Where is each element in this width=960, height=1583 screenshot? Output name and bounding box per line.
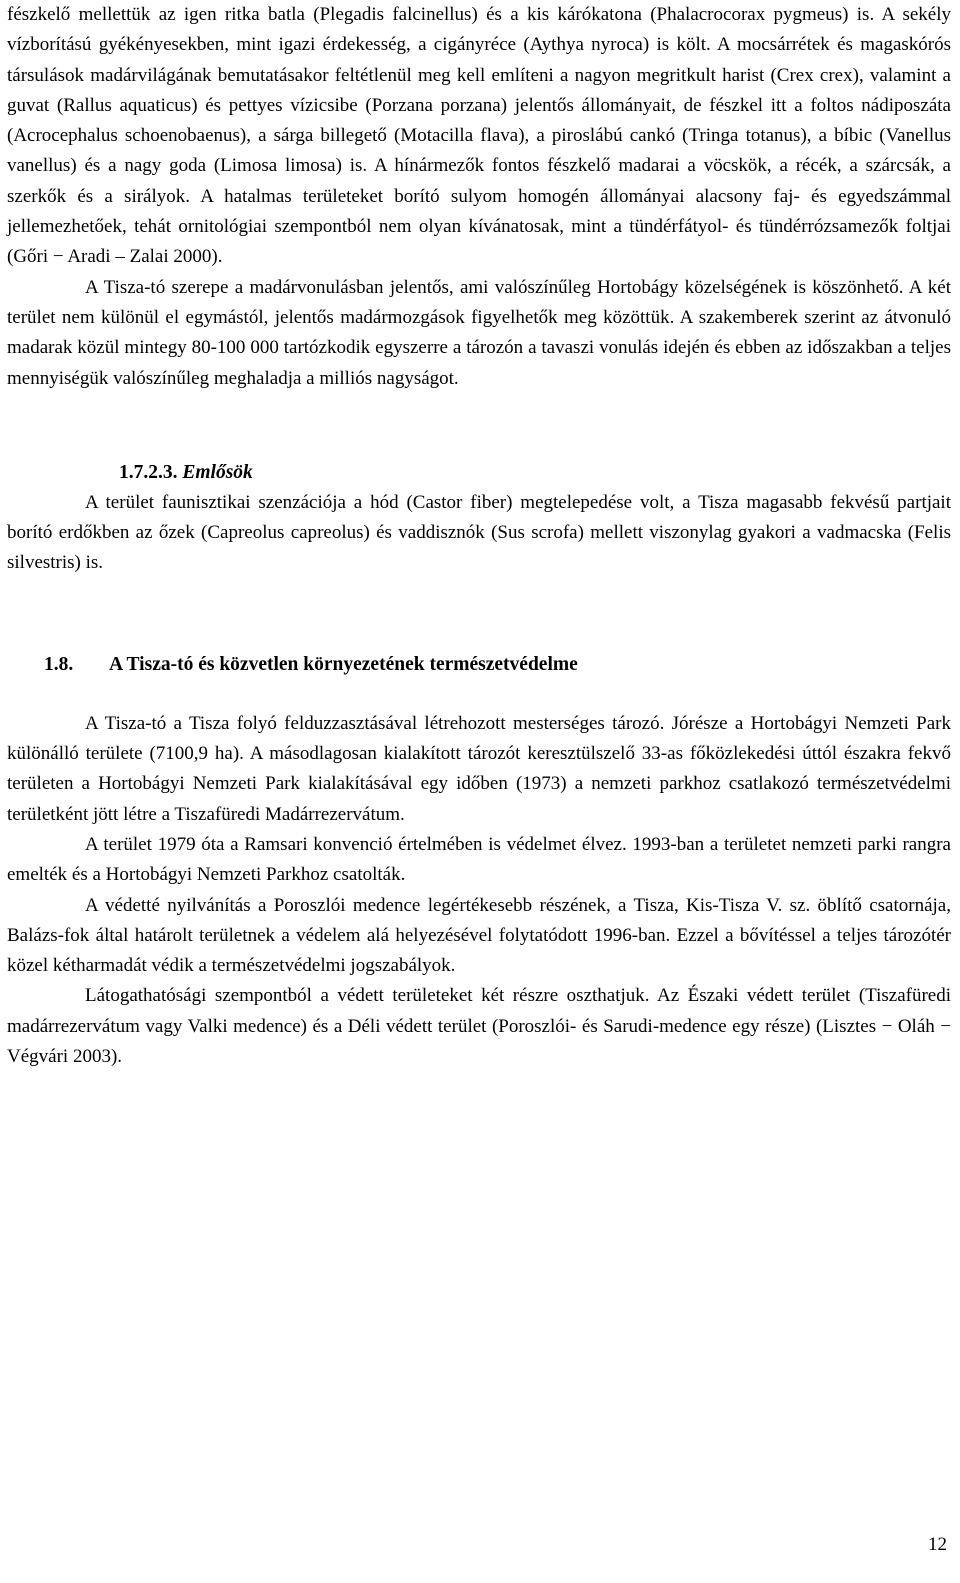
section-number: 1.7.2.3. xyxy=(119,461,178,483)
migration-paragraph: A Tisza-tó szerepe a madárvonulásban jelentős, ami valószínűleg Hortobágy közelségének is köszönhető. A két terület nem különül el egymástól, jelentős madármozgások figyelhetők meg közöttük. A szakemberek szerint az átvonuló madarak közül mintegy 80-100 000 tartózkodik egyszerre a tározón a tavaszi vonulás idején és ebben az időszakban a teljes mennyiségük valószínűleg meghaladja a milliós nagyságot. xyxy=(7,276,951,389)
conservation-paragraph-2: A terület 1979 óta a Ramsari konvenció értelmében is védelmet élvez. 1993-ban a területet nemzeti parki rangra emelték és a Hortobágyi Nemzeti Parkhoz csatolták. xyxy=(7,833,951,886)
spacer xyxy=(7,579,951,650)
spacer xyxy=(7,680,951,709)
conservation-paragraph-3: A védetté nyilvánítás a Poroszlói medence legértékesebb részének, a Tisza, Kis-Tisza V. sz. öblítő csatornája, Balázs-fok által határolt területnek a védelem alá helyezésével folytatódott 1996-ban. Ezzel a bővítéssel a teljes tározótér közel kétharmadát védik a természetvédelmi jogszabályok. xyxy=(7,894,951,977)
section-number: 1.8. xyxy=(44,653,74,675)
conservation-paragraph-1: A Tisza-tó a Tisza folyó felduzzasztásával létrehozott mesterséges tározó. Jórésze a Hortobágyi Nemzeti Park különálló területe (7100,9 ha). A másodlagosan kialakított tározót keresztülszelő 33-as főközlekedési úttól északra fekvő területen a Hortobágyi Nemzeti Park kialakításával egy időben (1973) a nemzeti parkhoz csatlakozó természetvédelmi területként jött létre a Tiszafüredi Madárrezervátum. xyxy=(7,712,951,825)
spacer xyxy=(7,394,951,458)
section-heading-termeszetvedelem xyxy=(7,650,951,680)
section-heading-emlosok xyxy=(7,458,951,488)
mammals-paragraph: A terület faunisztikai szenzációja a hód (Castor fiber) megtelepedése volt, a Tisza magasabb fekvésű partjait borító erdőkben az őzek (Capreolus capreolus) és vaddisznók (Sus scrofa) mellett viszonylag gyakori a vadmacska (Felis silvestris) is. xyxy=(7,491,951,574)
conservation-paragraph-4: Látogathatósági szempontból a védett területeket két részre oszthatjuk. Az Északi védett terület (Tiszafüredi madárrezervátum vagy Valki medence) és a Déli védett terület (Poroszlói- és Sarudi-medence egy része) (Lisztes − Oláh − Végvári 2003). xyxy=(7,985,951,1068)
page-number: 12 xyxy=(928,1534,947,1555)
section-title: A Tisza-tó és közvetlen környezetének természetvédelme xyxy=(109,653,578,675)
section-title: Emlősök xyxy=(182,461,253,483)
continuation-paragraph: fészkelő mellettük az igen ritka batla (Plegadis falcinellus) és a kis kárókatona (Phalacrocorax pygmeus) is. A sekély vízborítású gyékényesekben, mint igazi érdekesség, a cigányréce (Aythya nyroca) is költ. A mocsárrétek és magaskórós társulások madárvilágának bemutatásakor feltétlenül meg kell említeni a nagyon megritkult harist (Crex crex), valamint a guvat (Rallus aquaticus) és pettyes vízicsibe (Porzana porzana) jelentős állományait, de fészkel itt a foltos nádiposzáta (Acrocephalus schoenobaenus), a sárga billegető (Motacilla flava), a piroslábú cankó (Tringa totanus), a bíbic (Vanellus vanellus) és a nagy goda (Limosa limosa) is. A hínármezők fontos fészkelő madarai a vöcskök, a récék, a szárcsák, a szerkők és a sirályok. A hatalmas területeket borító sulyom homogén állományai alacsony faj- és egyedszámmal jellemezhetőek, tehát ornitológiai szempontból nem olyan kívánatosak, mint a tündérfátyol- és tündérrózsamezők foltjai (Gőri − Aradi – Zalai 2000). xyxy=(7,4,951,268)
document-page xyxy=(7,0,951,1072)
